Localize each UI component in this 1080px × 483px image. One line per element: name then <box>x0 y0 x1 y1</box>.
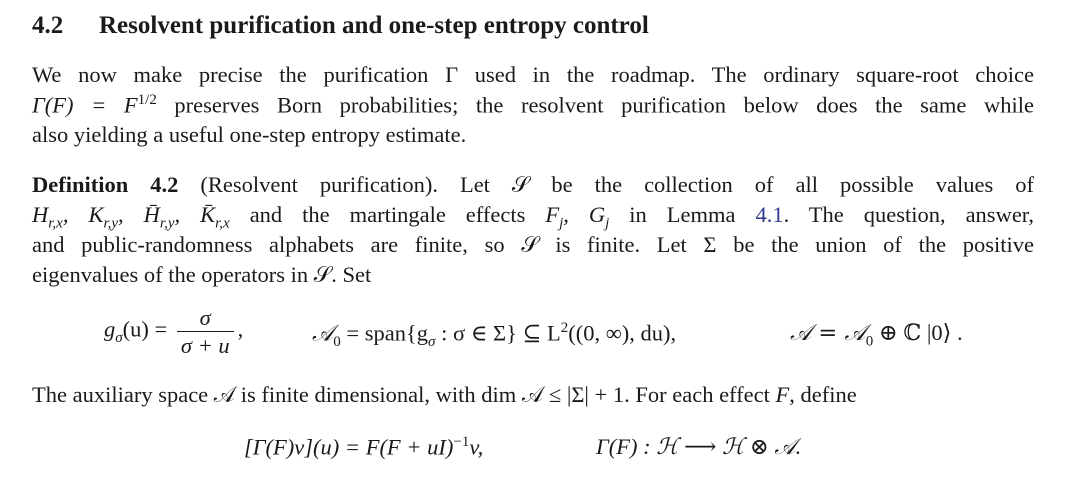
fraction-denominator: σ + u <box>180 333 230 358</box>
auxiliary-text-a: The auxiliary space 𝒜 is finite dimensional, with dim 𝒜 ≤ |Σ| + 1. For each effect <box>32 382 776 407</box>
intro-line-2-text: preserves Born probabilities; the resolvent purification below does the same while <box>156 92 1034 118</box>
definition-line-2-text-c: . The question, answer, <box>783 202 1035 227</box>
lemma-ref-link[interactable]: 4.1 <box>755 202 784 227</box>
a0-definition: = span{g <box>340 320 429 346</box>
equation-a: 𝒜 = 𝒜$_0$ ⊕ ℂ |0⟩ . <box>790 320 963 350</box>
gamma-action-lhs: [Γ(F)v](u) = F(F + uI) <box>244 434 454 460</box>
intro-line-2 <box>32 92 1034 119</box>
auxiliary-text-b: , define <box>789 382 857 407</box>
a0-definition-2: : σ ∈ Σ} ⊆ L <box>435 320 561 346</box>
equation-a0: 𝒜$_0$ = $span\{g_\sigma$ : σ ∈ Σ} ⊆ $L^2((0$, ∞), du), <box>312 320 677 350</box>
equation-gamma-action <box>244 434 483 461</box>
a-definition-2: ⊕ ℂ |0⟩ . <box>873 320 963 345</box>
definition-line-2-text-b: in Lemma <box>629 202 736 227</box>
definition-label: Definition 4.2 <box>32 172 179 197</box>
section-heading <box>32 12 649 40</box>
equation-g-sigma: $g_\sigma(u)$ = $\frac{\sigma}{\sigma + u}$ , <box>104 305 244 358</box>
fraction <box>177 304 234 359</box>
a0-symbol: 𝒜 <box>312 320 334 347</box>
inverse-exponent: −1 <box>453 434 470 450</box>
section-title: Resolvent purification and one-step entropy control <box>99 12 649 39</box>
operator-list: $H_{r,x}$, $K_{r,y}$, $H̄_{r,y}$, $K̄_{r,x}$ <box>32 202 230 232</box>
a0-definition-3: ((0, ∞), du), <box>568 320 677 346</box>
a-definition: 𝒜 = 𝒜 <box>790 320 866 346</box>
definition-line-3: and public-randomness alphabets are finite, so 𝒮 is finite. Let Σ be the union of the positive <box>32 232 1034 257</box>
gamma-map: Γ(F) : ℋ ⟶ ℋ ⊗ 𝒜. <box>596 434 802 459</box>
g-subscript: σ <box>115 330 123 347</box>
g-symbol: g <box>104 316 116 342</box>
definition-line-1-text: Let 𝒮 be the collection of all possible values of <box>459 172 1034 197</box>
auxiliary-line <box>32 382 857 408</box>
intro-line-1: We now make precise the purification Γ used in the roadmap. The ordinary square-root choice <box>32 62 1034 87</box>
gamma-sqrt-formula: Γ(F) = F <box>32 92 138 118</box>
fraction-numerator: σ <box>177 304 234 332</box>
section-number: 4.2 <box>32 12 64 39</box>
g-argument: (u) = <box>122 316 168 342</box>
definition-line-1 <box>32 172 1034 198</box>
effect-variable: F <box>775 382 790 407</box>
intro-line-3: also yielding a useful one-step entropy estimate. <box>32 122 467 147</box>
definition-line-2 <box>32 202 1034 233</box>
definition-line-2-text-a: and the martingale effects <box>249 202 526 227</box>
martingale-effects: $F_j$, $G_j$ <box>545 202 610 232</box>
exponent: 1/2 <box>137 92 157 108</box>
gamma-action-end: v, <box>469 434 484 460</box>
definition-name: (Resolvent purification). <box>200 172 438 197</box>
equation-gamma-map <box>596 434 801 460</box>
definition-line-4: eigenvalues of the operators in 𝒮. Set <box>32 262 372 287</box>
